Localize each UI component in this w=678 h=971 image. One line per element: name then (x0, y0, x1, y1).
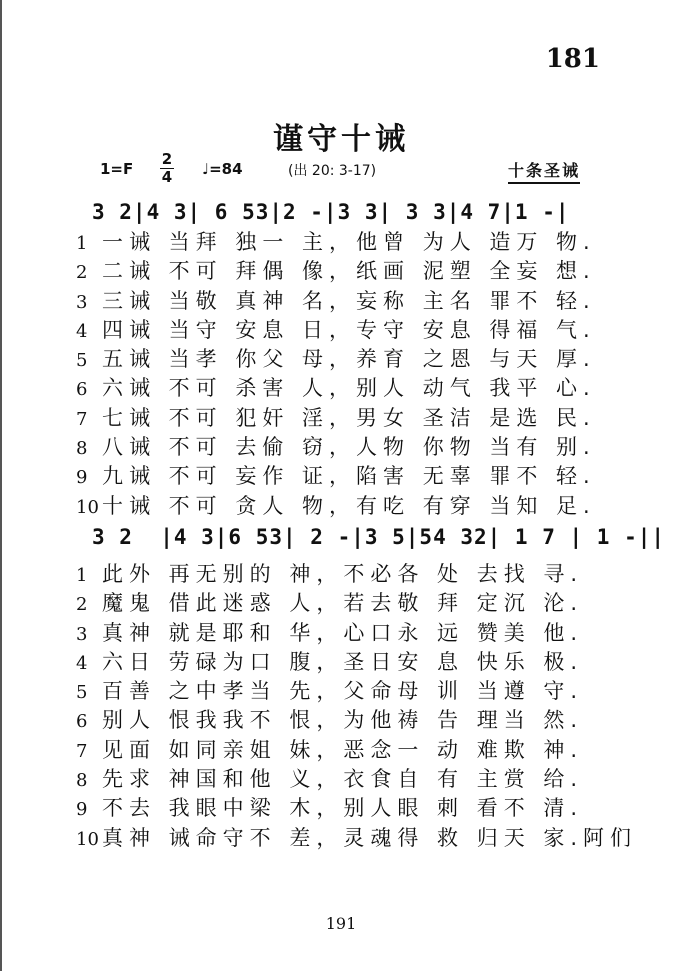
verse-number: 5 (76, 682, 88, 704)
verse-number: 4 (76, 320, 88, 342)
verse-number: 5 (76, 350, 88, 372)
lyric-line (76, 765, 656, 794)
lyric-line (76, 794, 656, 823)
lyric-line (76, 648, 656, 677)
verse-number: 7 (76, 408, 88, 430)
time-signature (160, 152, 174, 185)
lyric-text: 三诫 当敬 真神 名，妄称 主名 罪不 轻. (102, 288, 596, 313)
lyric-text: 六日 劳碌为口 腹，圣日安 息 快乐 极. (102, 649, 584, 674)
lyric-text: 一诫 当拜 独一 主，他曾 为人 造万 物. (102, 230, 596, 254)
key-signature: 1=F (100, 160, 134, 178)
lyric-line (76, 316, 656, 345)
verse-number: 3 (76, 291, 88, 313)
lyric-text: 二诫 不可 拜偶 像，纸画 泥塑 全妄 想. (102, 259, 596, 284)
lyric-text: 魔鬼 借此迷惑 人，若去敬 拜 定沉 沦. (102, 591, 584, 616)
lyric-line (76, 560, 656, 589)
lyric-text: 此外 再无别的 神，不必各 处 去找 寻. (102, 562, 584, 586)
lyric-line (76, 706, 656, 735)
lyric-text: 先求 神国和他 义，衣食自 有 主赏 给. (102, 767, 584, 792)
lyric-text: 真神 就是耶和 华，心口永 远 赞美 他. (102, 620, 584, 645)
verse-number: 10 (76, 828, 99, 850)
time-sig-top: 2 (161, 150, 173, 168)
lyric-line (76, 345, 656, 374)
lyric-text: 见面 如同亲姐 妹，恶念一 动 难欺 神. (102, 737, 584, 762)
hymn-number: 181 (545, 44, 600, 74)
notation-line-1: 3 2|4 3| 6 53|2 -|3 3| 3 3|4 7|1 -| (92, 200, 570, 224)
lyric-text: 七诫 不可 犯奸 淫，男女 圣洁 是选 民. (102, 405, 596, 430)
verse-number: 2 (76, 594, 88, 616)
verse-number: 9 (76, 799, 88, 821)
lyric-line (76, 736, 656, 765)
lyric-line (76, 824, 656, 853)
tempo-marking: ♩=84 (202, 160, 243, 178)
lyrics-section-1 (76, 228, 656, 521)
page-number: 191 (325, 914, 357, 933)
verse-number: 6 (76, 711, 88, 733)
lyric-text: 不去 我眼中梁 木，别人眼 刺 看不 清. (102, 796, 584, 821)
time-sig-bottom: 4 (161, 168, 173, 186)
verse-number: 8 (76, 770, 88, 792)
verse-number: 2 (76, 262, 88, 284)
verse-number: 4 (76, 652, 88, 674)
hymn-meta (90, 152, 650, 186)
lyric-text: 百善 之中孝当 先，父命母 训 当遵 守. (102, 679, 584, 704)
verse-number: 10 (76, 496, 99, 518)
lyric-line (76, 287, 656, 316)
lyric-line (76, 492, 656, 521)
tune-name: 十条圣诫 (508, 158, 580, 184)
lyric-line (76, 433, 656, 462)
lyric-text: 四诫 当守 安息 日，专守 安息 得福 气. (102, 317, 596, 342)
lyric-text: 五诫 当孝 你父 母，养育 之恩 与天 厚. (102, 347, 596, 372)
lyric-text: 十诫 不可 贪人 物，有吃 有穿 当知 足. (102, 493, 596, 518)
lyric-line (76, 619, 656, 648)
lyric-line (76, 404, 656, 433)
verse-number: 1 (76, 565, 88, 586)
verse-number: 3 (76, 623, 88, 645)
lyric-line (76, 462, 656, 491)
lyric-text: 八诫 不可 去偷 窃，人物 你物 当有 别. (102, 435, 596, 460)
verse-number: 6 (76, 379, 88, 401)
lyric-text: 九诫 不可 妄作 证，陷害 无辜 罪不 轻. (102, 464, 596, 489)
lyric-line (76, 374, 656, 403)
lyric-text: 六诫 不可 杀害 人，别人 动气 我平 心. (102, 376, 596, 401)
verse-number: 8 (76, 438, 88, 460)
scripture-reference: (出 20: 3-17) (288, 163, 377, 179)
lyric-line (76, 257, 656, 286)
verse-number: 7 (76, 740, 88, 762)
verse-number: 9 (76, 467, 88, 489)
notation-line-2: 3 2 |4 3|6 53| 2 -|3 5|54 32| 1 7 | 1 -|| (92, 525, 666, 549)
lyric-text: 别人 恨我我不 恨，为他祷 告 理当 然. (102, 708, 584, 733)
lyrics-section-2 (76, 560, 656, 853)
lyric-line (76, 589, 656, 618)
verse-number: 1 (76, 233, 88, 254)
hymn-title: 谨守十诫 (273, 122, 409, 157)
lyric-line (76, 677, 656, 706)
lyric-line (76, 228, 656, 257)
lyric-text: 真神 诫命守不 差，灵魂得 救 归天 家.阿们 (102, 825, 638, 850)
